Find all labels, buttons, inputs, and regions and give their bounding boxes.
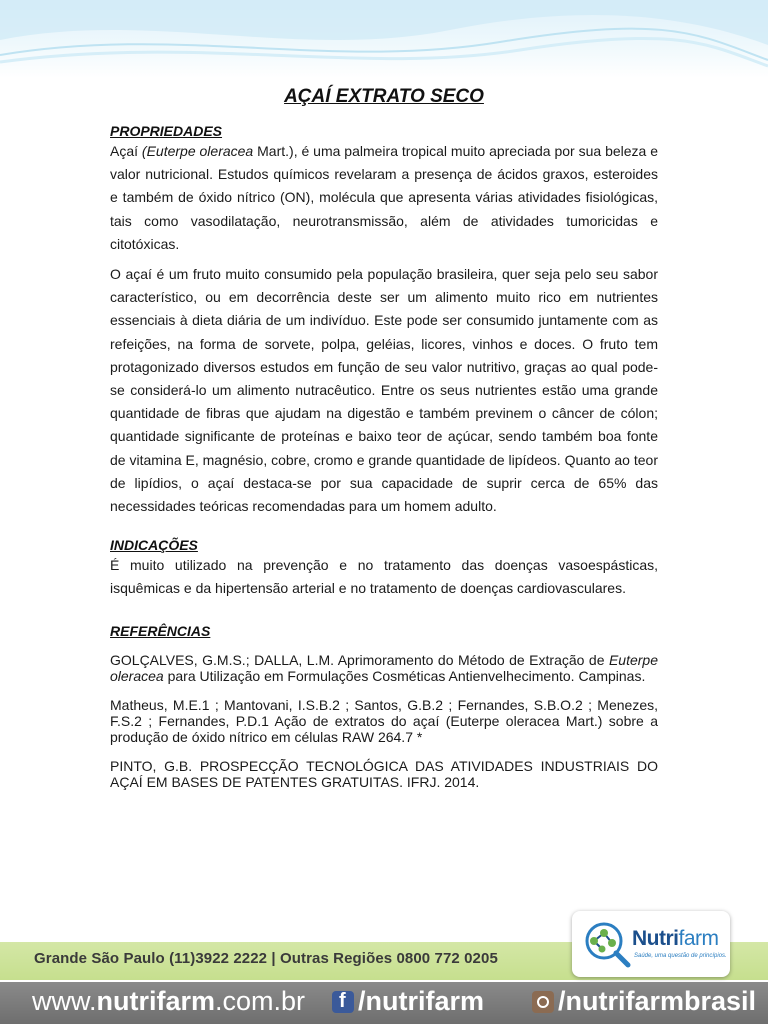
- logo-tagline: Saúde, uma questão de princípios.: [634, 953, 727, 959]
- section-indicacoes: [110, 536, 658, 600]
- instagram-handle: /nutrifarmbrasil: [558, 986, 757, 1016]
- nutrifarm-logo: [572, 911, 730, 977]
- heading-referencias: REFERÊNCIAS: [110, 623, 211, 639]
- paragraph-propriedades-1: [110, 140, 658, 256]
- url-suffix: .com.br: [215, 986, 306, 1016]
- phone-contact: Grande São Paulo (11)3922 2222 | Outras Regiões 0800 772 0205: [34, 950, 498, 967]
- ref1-species: Euterpe oleracea: [110, 652, 658, 684]
- references-list: [110, 652, 658, 790]
- logo-farm: farm: [678, 927, 719, 950]
- p1-prefix: Açaí: [110, 143, 142, 159]
- section-propriedades: [110, 122, 658, 518]
- facebook-icon: f: [332, 991, 354, 1013]
- banner-waves: [0, 0, 768, 78]
- nutrifarm-logo-icon: [580, 919, 636, 969]
- heading-propriedades: PROPRIEDADES: [110, 123, 223, 139]
- reference-2: Matheus, M.E.1 ; Mantovani, I.S.B.2 ; Santos, G.B.2 ; Fernandes, S.B.O.2 ; Menezes, F.S.2 ; Fernandes, P.D.1 Ação de extratos do açaí (Euterpe oleracea Mart.) sobre a produção de óxido nítrico em células RAW 264.7 *: [110, 697, 658, 745]
- species-name: (Euterpe oleracea: [141, 143, 254, 159]
- heading-indicacoes: INDICAÇÕES: [110, 537, 198, 553]
- reference-3: PINTO, G.B. PROSPECÇÃO TECNOLÓGICA DAS ATIVIDADES INDUSTRIAIS DO AÇAÍ EM BASES DE PATENTES GRATUITAS. IFRJ. 2014.: [110, 758, 658, 790]
- url-brand: nutrifarm: [96, 986, 216, 1016]
- ref1-part-a: GOLÇALVES, G.M.S.; DALLA, L.M. Aprimoramento do Método de Extração de: [110, 652, 609, 668]
- instagram-link[interactable]: [532, 986, 756, 1017]
- logo-wordmark: [632, 927, 719, 951]
- page-title: AÇAÍ EXTRATO SECO: [284, 86, 484, 107]
- p1-rest: Mart.), é uma palmeira tropical muito apreciada por sua beleza e valor nutricional. Estudos químicos revelaram a presença de ácidos graxos, esteroides e também de óxido nítrico (ON), molécula que apresenta várias atividades fisiológicas, tais como vasodilatação, neurotransmissão, além de atividades tumoricidas e citotóxicas.: [110, 143, 659, 252]
- ref1-part-b: para Utilização em Formulações Cosméticas Antienvelhecimento. Campinas.: [163, 668, 646, 684]
- url-prefix: www.: [32, 986, 97, 1016]
- website-link[interactable]: [32, 986, 305, 1017]
- reference-1: [110, 652, 658, 684]
- paragraph-propriedades-2: O açaí é um fruto muito consumido pela população brasileira, quer seja pelo seu sabor característico, ou em decorrência deste ser um alimento muito rico em nutrientes essenciais à dieta diária de um indivíduo. Este pode ser consumido juntamente com as refeições, na forma de sorvete, polpa, geléias, licores, vinhos e doces. O fruto tem protagonizado diversos estudos em função de seu valor nutritivo, graças ao qual pode-se considerá-lo um alimento nutracêutico. Entre os seus nutrientes estão uma grande quantidade de fibras que ajudam na digestão e também previnem o câncer de cólon; quantidade significante de proteínas e baixo teor de açúcar, sendo também boa fonte de vitamina E, magnésio, cobre, cromo e grande quantidade de lipídeos. Quanto ao teor de lipídios, o açaí destaca-se por sua capacidade de suprir cerca de 65% das necessidades teóricas recomendadas para um homem adulto.: [110, 266, 658, 515]
- instagram-icon: [532, 991, 554, 1013]
- logo-nutri: Nutri: [632, 927, 679, 950]
- top-banner: [0, 0, 768, 78]
- facebook-handle: /nutrifarm: [358, 986, 485, 1016]
- paragraph-indicacoes: É muito utilizado na prevenção e no tratamento das doenças vasoespásticas, isquêmicas e da hipertensão arterial e no tratamento de doenças cardiovasculares.: [110, 557, 658, 597]
- facebook-link[interactable]: [332, 986, 484, 1017]
- section-referencias: [110, 622, 658, 790]
